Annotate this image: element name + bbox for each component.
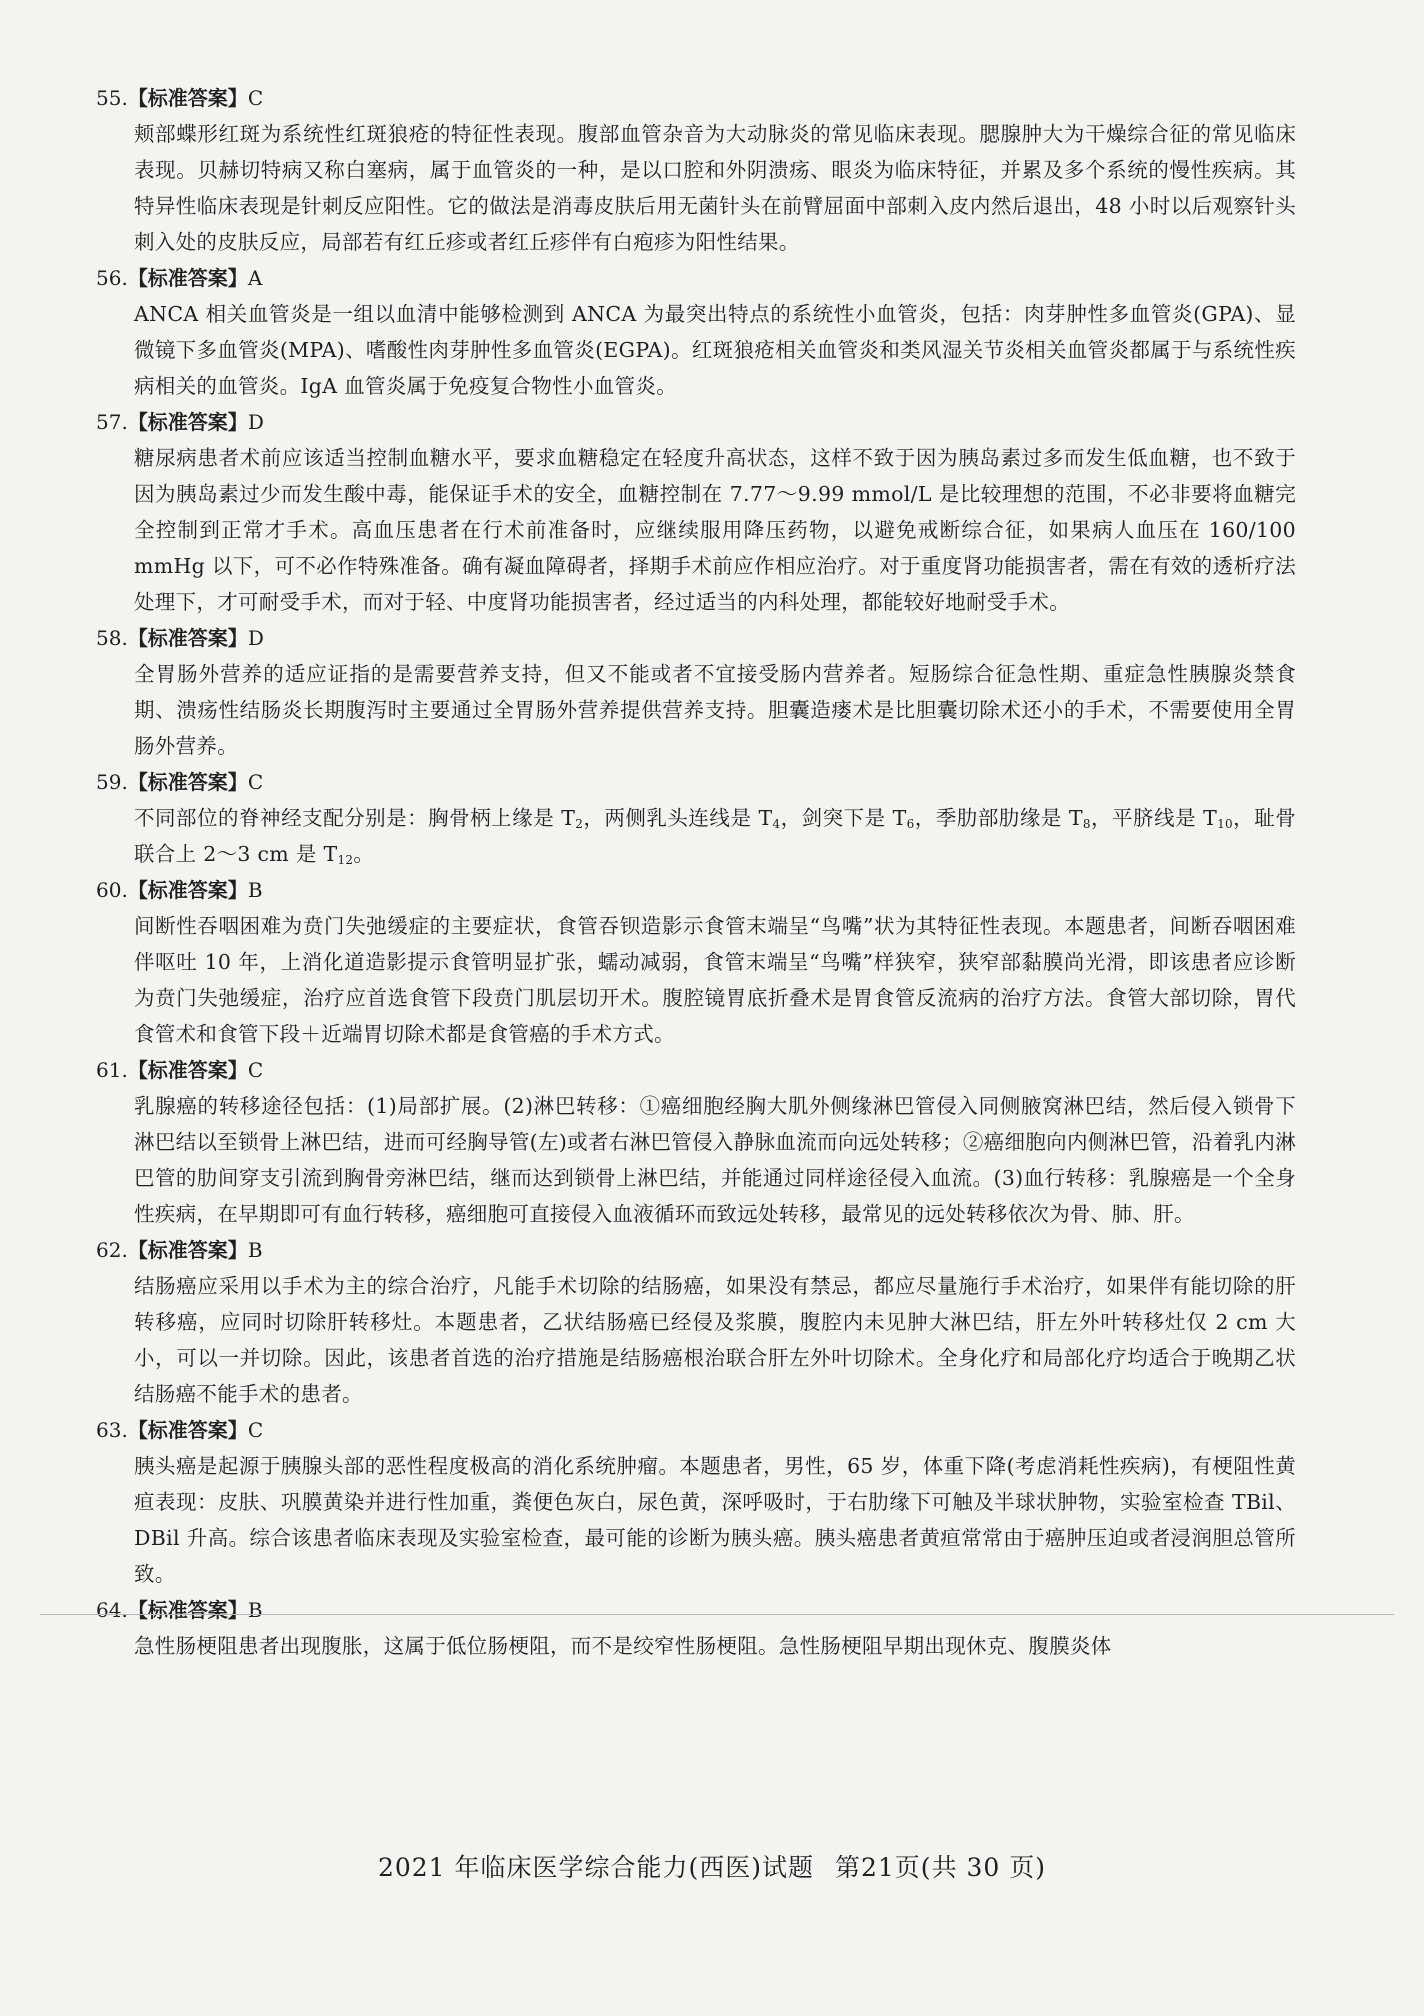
page-divider: [40, 1614, 1394, 1615]
explanation-text: [96, 908, 1296, 1052]
explanation-text: [96, 1448, 1296, 1592]
answer-label: 【标准答案】: [127, 770, 248, 794]
answer-item: [96, 1592, 1296, 1664]
paragraph: 间断性吞咽困难为贲门失弛缓症的主要症状，食管吞钡造影示食管末端呈“鸟嘴”状为其特征性表现。本题患者，间断吞咽困难伴呕吐 10 年，上消化道造影提示食管明显扩张，蠕动减弱，食管末端呈“鸟嘴”样狭窄，狭窄部黏膜尚光滑，即该患者应诊断为贲门失弛缓症，治疗应首选食管下段贲门肌层切开术。腹腔镜胃底折叠术是胃食管反流病的治疗方法。食管大部切除，胃代食管术和食管下段＋近端胃切除术都是食管癌的手术方式。: [134, 914, 1296, 1046]
explanation-text: [96, 800, 1296, 872]
text-segment: ，两侧乳头连线是 T: [583, 806, 773, 830]
answer-label: 【标准答案】: [127, 266, 248, 290]
footer-title: 2021 年临床医学综合能力(西医)试题: [377, 1853, 815, 1882]
explanation-text: [96, 296, 1296, 404]
answer-letter: D: [247, 410, 264, 434]
answer-letter: C: [247, 770, 264, 794]
answer-letter: B: [247, 1238, 263, 1262]
answer-letter: B: [247, 878, 263, 902]
subscript: 6: [906, 817, 915, 831]
answer-heading: [96, 872, 1296, 908]
answer-letter: C: [247, 1418, 264, 1442]
answer-heading: [96, 260, 1296, 296]
text-segment: 。: [353, 842, 375, 866]
answer-label: 【标准答案】: [127, 1058, 248, 1082]
subscript: 4: [772, 817, 781, 831]
answer-label: 【标准答案】: [127, 1598, 248, 1622]
answer-label: 【标准答案】: [127, 626, 248, 650]
explanation-text: [96, 116, 1296, 260]
paragraph: 糖尿病患者术前应该适当控制血糖水平，要求血糖稳定在轻度升高状态，这样不致于因为胰岛素过多而发生低血糖，也不致于因为胰岛素过少而发生酸中毒，能保证手术的安全，血糖控制在 7.77～9.99 mmol/L 是比较理想的范围，不必非要将血糖完全控制到正常才手术。高血压患者在行术前准备时，应继续服用降压药物，以避免戒断综合征，如果病人血压在 160/100 mmHg 以下，可不必作特殊准备。确有凝血障碍者，择期手术前应作相应治疗。对于重度肾功能损害者，需在有效的透析疗法处理下，才可耐受手术，而对于轻、中度肾功能损害者，经过适当的内科处理，都能较好地耐受手术。: [134, 446, 1296, 614]
answer-label: 【标准答案】: [127, 86, 248, 110]
answer-letter: C: [247, 1058, 264, 1082]
answer-label: 【标准答案】: [127, 1418, 248, 1442]
subscript: 10: [1217, 817, 1233, 831]
paragraph: 颊部蝶形红斑为系统性红斑狼疮的特征性表现。腹部血管杂音为大动脉炎的常见临床表现。腮腺肿大为干燥综合征的常见临床表现。贝赫切特病又称白塞病，属于血管炎的一种，是以口腔和外阴溃疡、眼炎为临床特征，并累及多个系统的慢性疾病。其特异性临床表现是针刺反应阳性。它的做法是消毒皮肤后用无菌针头在前臂屈面中部刺入皮内然后退出，48 小时以后观察针头刺入处的皮肤反应，局部若有红丘疹或者红丘疹伴有白疱疹为阳性结果。: [134, 122, 1296, 254]
answer-label: 【标准答案】: [127, 410, 248, 434]
footer-page-number: 第21页(共 30 页): [835, 1853, 1047, 1882]
answer-heading: [96, 1412, 1296, 1448]
subscript: 2: [575, 817, 584, 831]
paragraph: 全胃肠外营养的适应证指的是需要营养支持，但又不能或者不宜接受肠内营养者。短肠综合征急性期、重症急性胰腺炎禁食期、溃疡性结肠炎长期腹泻时主要通过全胃肠外营养提供营养支持。胆囊造瘘术是比胆囊切除术还小的手术，不需要使用全胃肠外营养。: [134, 662, 1296, 758]
answer-letter: D: [247, 626, 264, 650]
question-number: 57.: [96, 410, 128, 434]
question-number: 63.: [96, 1418, 128, 1442]
paragraph: 胰头癌是起源于胰腺头部的恶性程度极高的消化系统肿瘤。本题患者，男性，65 岁，体重下降(考虑消耗性疾病)，有梗阻性黄疸表现：皮肤、巩膜黄染并进行性加重，粪便色灰白，尿色黄，深呼吸时，于右肋缘下可触及半球状肿物，实验室检查 TBil、DBil 升高。综合该患者临床表现及实验室检查，最可能的诊断为胰头癌。胰头癌患者黄疸常常由于癌肿压迫或者浸润胆总管所致。: [134, 1454, 1296, 1586]
explanation-text: [96, 656, 1296, 764]
answer-heading: [96, 1052, 1296, 1088]
answer-item: [96, 872, 1296, 1052]
text-segment: 不同部位的脊神经支配分别是：胸骨柄上缘是 T: [134, 806, 576, 830]
answer-heading: [96, 1592, 1296, 1628]
explanation-text: [96, 1628, 1296, 1664]
answer-label: 【标准答案】: [127, 878, 248, 902]
paragraph: ANCA 相关血管炎是一组以血清中能够检测到 ANCA 为最突出特点的系统性小血管炎，包括：肉芽肿性多血管炎(GPA)、显微镜下多血管炎(MPA)、嗜酸性肉芽肿性多血管炎(EGPA)。红斑狼疮相关血管炎和类风湿关节炎相关血管炎都属于与系统性疾病相关的血管炎。IgA 血管炎属于免疫复合物性小血管炎。: [134, 302, 1296, 398]
answer-heading: [96, 1232, 1296, 1268]
answer-heading: [96, 404, 1296, 440]
question-number: 59.: [96, 770, 128, 794]
question-number: 64.: [96, 1598, 128, 1622]
answer-item: [96, 1232, 1296, 1412]
question-number: 60.: [96, 878, 128, 902]
explanation-text: [96, 440, 1296, 620]
question-number: 61.: [96, 1058, 128, 1082]
question-number: 55.: [96, 86, 128, 110]
explanation-text: [96, 1088, 1296, 1232]
answer-letter: C: [247, 86, 264, 110]
subscript: 8: [1082, 817, 1091, 831]
text-segment: ，平脐线是 T: [1090, 806, 1218, 830]
text-segment: ，剑突下是 T: [780, 806, 907, 830]
answer-item: [96, 1052, 1296, 1232]
paragraph: 急性肠梗阻患者出现腹胀，这属于低位肠梗阻，而不是绞窄性肠梗阻。急性肠梗阻早期出现休克、腹膜炎体: [134, 1634, 1112, 1658]
answer-item: [96, 764, 1296, 872]
paragraph: 乳腺癌的转移途径包括：(1)局部扩展。(2)淋巴转移：①癌细胞经胸大肌外侧缘淋巴管侵入同侧腋窝淋巴结，然后侵入锁骨下淋巴结以至锁骨上淋巴结，进而可经胸导管(左)或者右淋巴管侵入静脉血流而向远处转移；②癌细胞向内侧淋巴管，沿着乳内淋巴管的肋间穿支引流到胸骨旁淋巴结，继而达到锁骨上淋巴结，并能通过同样途径侵入血流。(3)血行转移：乳腺癌是一个全身性疾病，在早期即可有血行转移，癌细胞可直接侵入血液循环而致远处转移，最常见的远处转移依次为骨、肺、肝。: [134, 1094, 1296, 1226]
text-segment: ，耻骨联合上 2～3 cm 是 T: [134, 806, 1296, 866]
paragraph: 结肠癌应采用以手术为主的综合治疗，凡能手术切除的结肠癌，如果没有禁忌，都应尽量施行手术治疗，如果伴有能切除的肝转移癌，应同时切除肝转移灶。本题患者，乙状结肠癌已经侵及浆膜，腹腔内未见肿大淋巴结，肝左外叶转移灶仅 2 cm 大小，可以一并切除。因此，该患者首选的治疗措施是结肠癌根治联合肝左外叶切除术。全身化疗和局部化疗均适合于晚期乙状结肠癌不能手术的患者。: [134, 1274, 1296, 1406]
question-number: 56.: [96, 266, 128, 290]
answer-letter: A: [247, 266, 263, 290]
question-number: 62.: [96, 1238, 128, 1262]
answer-item: [96, 620, 1296, 764]
text-segment: ，季肋部肋缘是 T: [914, 806, 1083, 830]
page-footer: [0, 1848, 1424, 1884]
explanation-text: [96, 1268, 1296, 1412]
answer-heading: [96, 764, 1296, 800]
answer-item: [96, 404, 1296, 620]
answer-letter: B: [247, 1598, 263, 1622]
subscript: 12: [337, 853, 354, 867]
answer-item: [96, 80, 1296, 260]
answer-heading: [96, 620, 1296, 656]
answer-item: [96, 1412, 1296, 1592]
answer-heading: [96, 80, 1296, 116]
answer-item: [96, 260, 1296, 404]
answer-label: 【标准答案】: [127, 1238, 248, 1262]
answer-list: [96, 80, 1296, 1664]
question-number: 58.: [96, 626, 128, 650]
